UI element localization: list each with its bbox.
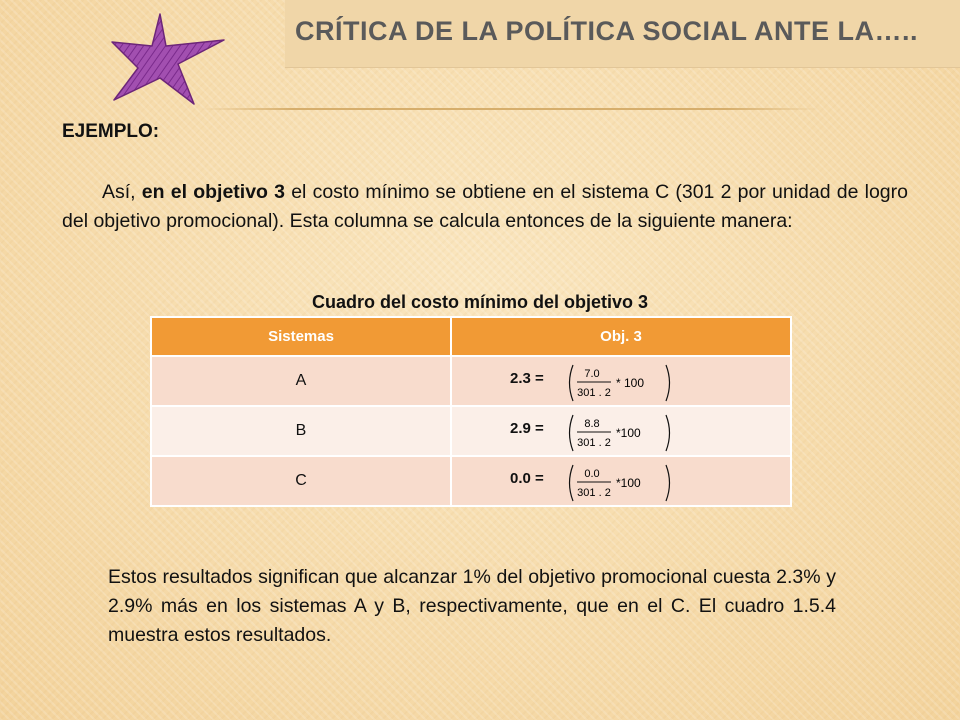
purple-star-icon xyxy=(108,12,230,108)
cost-value: 2.9 = xyxy=(510,420,544,437)
header-obj-3: Obj. 3 xyxy=(451,317,791,356)
intro-paragraph xyxy=(62,178,908,236)
table-row xyxy=(151,456,791,506)
formula-numerator: 0.0 xyxy=(584,468,600,480)
title-bar xyxy=(285,0,960,68)
intro-rest: el costo mínimo se obtiene en el sistema C (301 2 por unidad de logro del objetivo promocional). Esta columna se calcula entonces de la siguiente manera: xyxy=(62,181,908,232)
formula xyxy=(566,463,678,503)
cost-table xyxy=(150,316,792,507)
table-header-row xyxy=(151,317,791,356)
header-sistemas: Sistemas xyxy=(151,317,451,356)
formula-denominator: 301 . 2 xyxy=(577,437,611,449)
formula-multiplier: *100 xyxy=(616,476,641,490)
example-heading: EJEMPLO: xyxy=(62,121,160,142)
system-cell: B xyxy=(151,406,451,456)
table-caption: Cuadro del costo mínimo del objetivo 3 xyxy=(311,292,649,312)
formula-multiplier: * 100 xyxy=(616,376,645,390)
obj-cell xyxy=(451,456,791,506)
slide-title: CRÍTICA DE LA POLÍTICA SOCIAL ANTE LA….. xyxy=(295,16,918,46)
cost-value: 2.3 = xyxy=(510,370,544,387)
table-row xyxy=(151,356,791,406)
intro-lead: Así, xyxy=(102,181,142,203)
formula xyxy=(566,363,678,403)
intro-emphasis: en el objetivo 3 xyxy=(141,181,285,203)
obj-cell xyxy=(451,356,791,406)
formula-denominator: 301 . 2 xyxy=(577,387,611,399)
conclusion-paragraph: Estos resultados significan que alcanzar 1% del objetivo promocional cuesta 2.3% y 2.9% más en los sistemas A y B, respectivamente, que en el C. El cuadro 1.5.4 muestra estos resultados. xyxy=(108,566,836,646)
system-cell: C xyxy=(151,456,451,506)
formula-multiplier: *100 xyxy=(616,426,641,440)
formula-numerator: 8.8 xyxy=(584,418,600,430)
header-divider xyxy=(200,108,820,110)
obj-cell xyxy=(451,406,791,456)
formula-denominator: 301 . 2 xyxy=(577,487,611,499)
formula-numerator: 7.0 xyxy=(584,368,600,380)
system-cell: A xyxy=(151,356,451,406)
formula xyxy=(566,413,678,453)
cost-value: 0.0 = xyxy=(510,470,544,487)
table-row xyxy=(151,406,791,456)
